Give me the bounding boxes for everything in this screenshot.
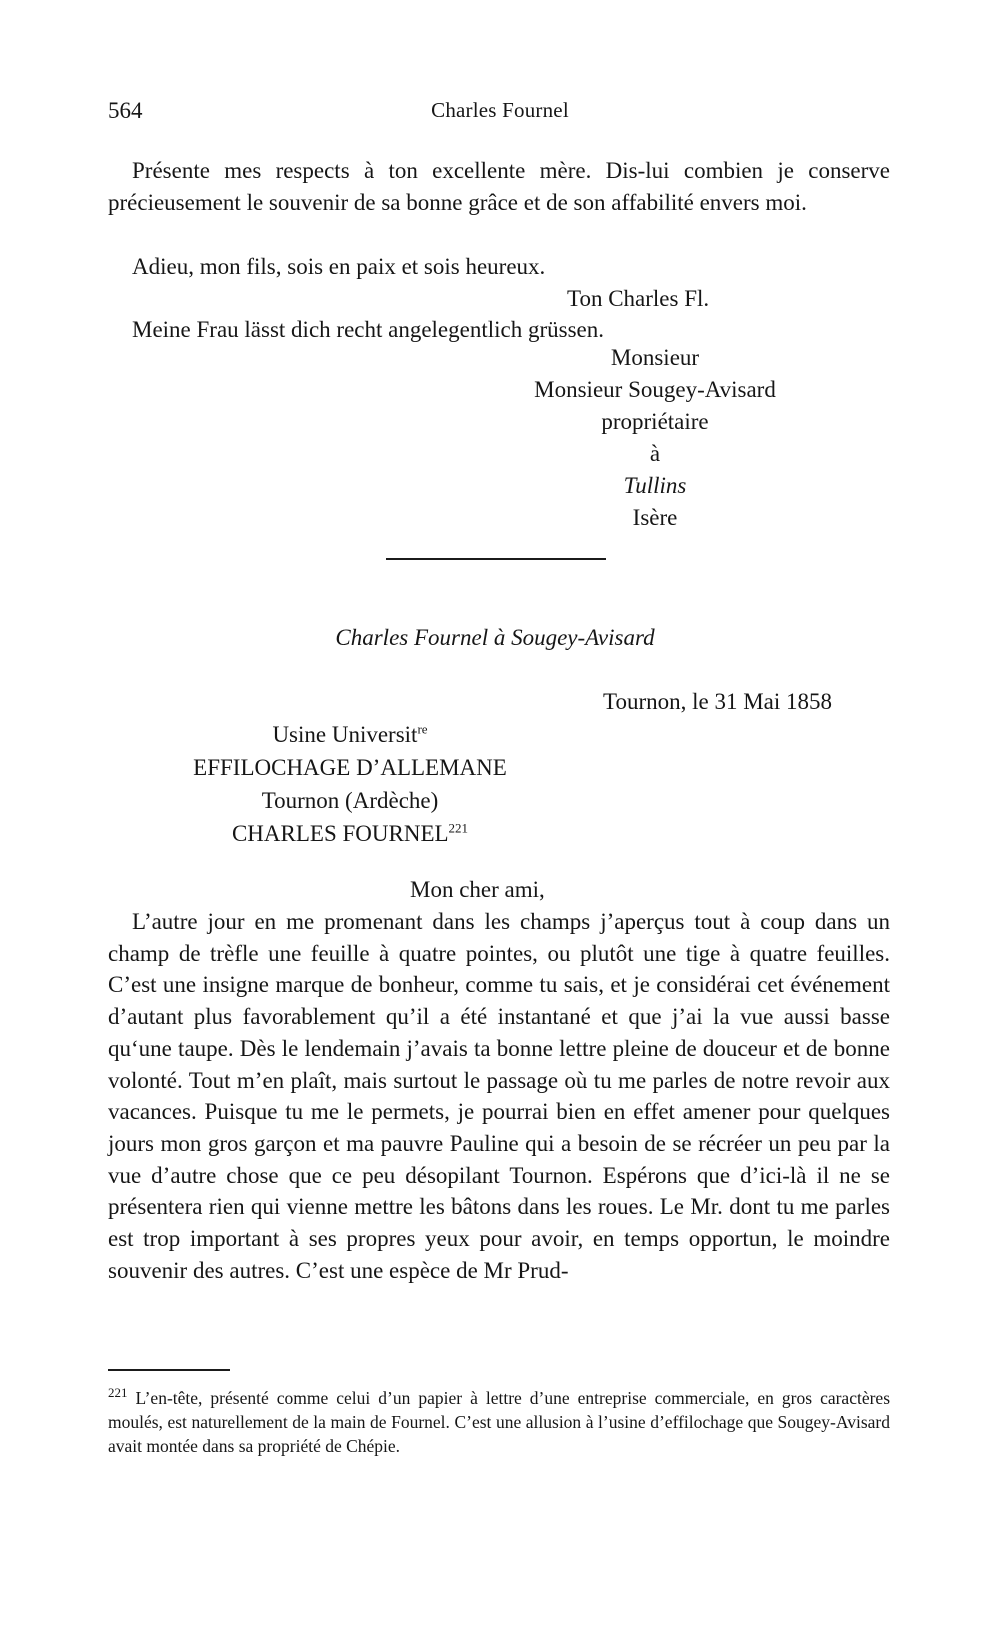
address-line-6: Isère [632,505,678,530]
page-number: 564 [108,98,143,123]
address-line-3: propriétaire [601,409,709,434]
footnote-text: L’en-tête, présenté comme celui d’un papier à lettre d’une entreprise commerciale, en gros caractères moulés, est naturellement de la main de Fournel. C’est une allusion à l’usine d’effilochage que Sougey-Avisard avait montée dans sa propriété de Chépie. [108,1388,891,1456]
footnote-221 [108,1386,890,1458]
address-line-1: Monsieur [610,345,700,370]
letter2-body: L’autre jour en me promenant dans les champs j’aperçus tout à coup dans un champ de trèfle une feuille à quatre pointes, ou plutôt une tige à quatre feuilles. C’est une insigne marque de bonheur, comme tu sais, et je considérai cet événement d’autant plus favorablement qu’il a été instantané et que j’ai la vue aussi basse qu‘une taupe. Dès le lendemain j’avais ta bonne lettre pleine de douceur et de bonne volonté. Tout m’en plaît, mais surtout le passage où tu me parles de notre revoir aux vacances. Puisque tu me le permets, je pourrai bien en effet amener pour quelques jours mon gros garçon et ma pauvre Pauline qui a besoin de se récréer un peu par la vue d’autre chose que ce peu désopilant Tournon. Espérons que d’ici-là il ne se présentera rien qui vienne mettre les bâtons dans les roues. Le Mr. dont tu me parles est trop important à ses propres yeux pour avoir, en temps opportun, le moindre souvenir des autres. C’est une espèce de Mr Prud- [108,909,890,1283]
letterhead-line-4: CHARLES FOURNEL$^{221}$ [231,820,469,846]
address-block [510,342,800,534]
letter1-farewell: Adieu, mon fils, sois en paix et sois heureux. [132,254,546,279]
letterhead-line-2: EFFILOCHAGE D’ALLEMANE [193,755,507,780]
footnote-number: 221 [108,1385,128,1401]
address-line-4: à [649,441,661,466]
address-line-5: Tullins [623,473,687,498]
letterhead-line-1: Usine Universit$^{re}$ [272,721,428,747]
letter2-dateline: Tournon, le 31 Mai 1858 [603,689,833,714]
section-divider [386,558,606,560]
letter2-salutation: Mon cher ami, [410,877,545,902]
letter1-paragraph-1: Présente mes respects à ton excellente mère. Dis-lui combien je conserve précieusement le souvenir de sa bonne grâce et de son affabilité envers moi. [108,158,890,215]
letter1-postscript: Meine Frau lässt dich recht angelegentlich grüssen. [132,317,604,342]
running-title: Charles Fournel [431,98,569,122]
letterhead-line-3: Tournon (Ardèche) [261,788,439,813]
letter1-signature: Ton Charles Fl. [567,286,710,311]
footnote-ref-221: 221 [448,820,469,836]
address-line-2: Monsieur Sougey-Avisard [534,377,776,402]
letter2-heading: Charles Fournel à Sougey-Avisard [335,625,655,650]
footnote-divider [108,1369,230,1371]
letterhead-block [140,718,560,850]
